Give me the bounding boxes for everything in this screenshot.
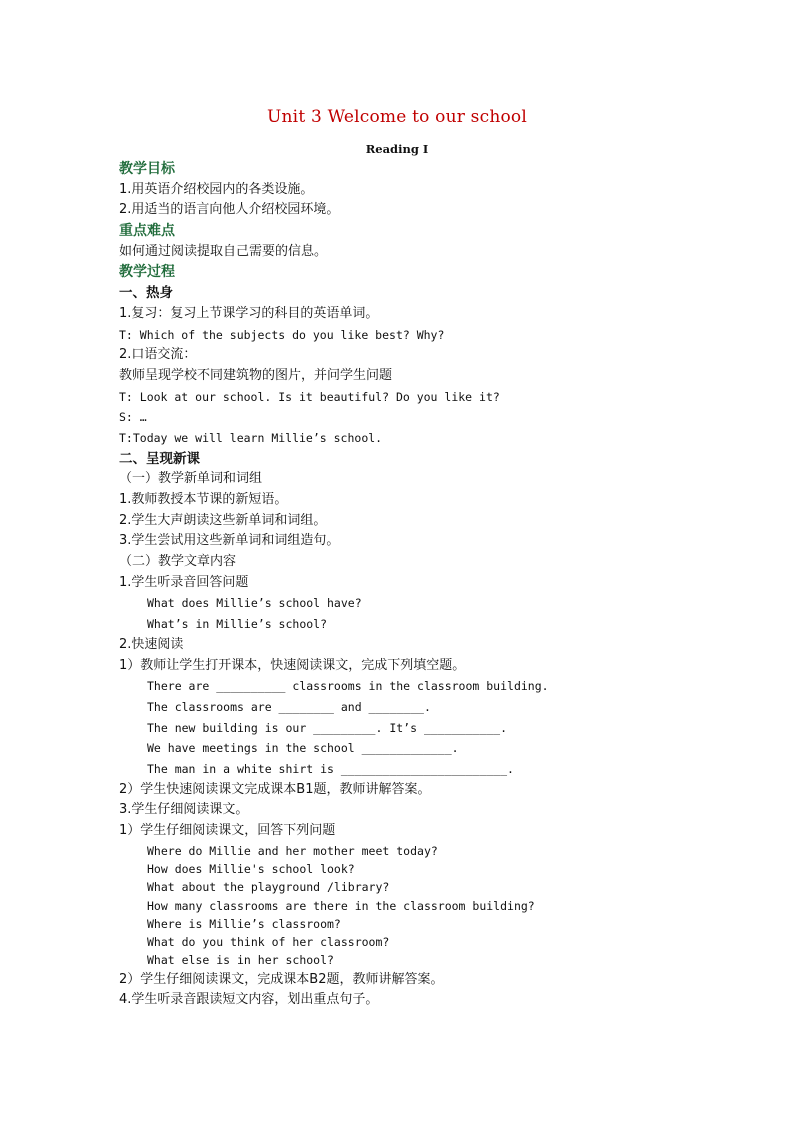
text-line: 2）学生仔细阅读课文，完成课本B2题，教师讲解答案。 <box>119 971 444 987</box>
dialogue-line: T: Look at our school. Is it beautiful? Do you like it? <box>119 389 500 404</box>
question-line: How many classrooms are there in the classroom building? <box>147 898 535 913</box>
text-line: 3.学生仔细阅读课文。 <box>119 802 249 818</box>
dialogue-line: T:Today we will learn Millie’s school. <box>119 430 383 445</box>
exercise-line: There are __________ classrooms in the classroom building. <box>147 679 549 694</box>
question-line: What about the playground /library? <box>147 880 390 895</box>
text-line: 如何通过阅读提取自己需要的信息。 <box>119 243 328 259</box>
section-heading: 教学过程 <box>119 264 175 281</box>
exercise-line: The classrooms are ________ and ________. <box>147 699 431 714</box>
exercise-line: What’s in Millie’s school? <box>147 617 328 632</box>
text-line: 教师呈现学校不同建筑物的图片，并问学生问题 <box>119 367 393 383</box>
section-heading: 教学目标 <box>119 161 175 177</box>
document-body <box>119 159 719 1011</box>
exercise-line: What does Millie’s school have? <box>147 596 362 611</box>
text-line: 4.学生听录音跟读短文内容，划出重点句子。 <box>119 992 379 1008</box>
text-line: 2.用适当的语言向他人介绍校园环境。 <box>119 202 340 218</box>
question-line: What do you think of her classroom? <box>147 935 390 950</box>
text-line: 2）学生快速阅读课文完成课本B1题，教师讲解答案。 <box>119 781 431 797</box>
text-line: 2.口语交流： <box>119 347 197 363</box>
text-line: 1.复习：复习上节课学习的科目的英语单词。 <box>119 305 379 321</box>
exercise-line: The man in a white shirt is ________________________. <box>147 761 514 776</box>
dialogue-line: T: Which of the subjects do you like best? Why? <box>119 327 445 342</box>
dialogue-line: S: … <box>119 410 147 425</box>
text-line: 1.教师教授本节课的新短语。 <box>119 492 288 507</box>
text-line: 3.学生尝试用这些新单词和词组造句。 <box>119 533 340 549</box>
text-line: 2.快速阅读 <box>119 636 184 652</box>
section-heading: 重点难点 <box>119 223 175 240</box>
text-line: （二）教学文章内容 <box>119 554 237 570</box>
question-line: Where do Millie and her mother meet today? <box>147 843 438 858</box>
subsection-heading: 二、呈现新课 <box>119 450 200 467</box>
document-subtitle: Reading Ⅰ <box>365 142 429 156</box>
text-line: 1）教师让学生打开课本，快速阅读课文，完成下列填空题。 <box>119 657 466 673</box>
document-title: Unit 3 Welcome to our school <box>267 107 527 127</box>
exercise-line: We have meetings in the school _____________. <box>147 741 459 756</box>
question-line: How does Millie's school look? <box>147 861 355 876</box>
question-line: What else is in her school? <box>147 953 334 968</box>
exercise-line: The new building is our _________. It’s ___________. <box>147 720 508 735</box>
text-line: （一）教学新单词和词组 <box>119 471 263 487</box>
subsection-heading: 一、热身 <box>119 285 173 302</box>
question-line: Where is Millie’s classroom? <box>147 916 341 931</box>
text-line: 1）学生仔细阅读课文，回答下列问题 <box>119 823 336 838</box>
text-line: 1.用英语介绍校园内的各类设施。 <box>119 181 314 197</box>
text-line: 1.学生听录音回答问题 <box>119 574 249 590</box>
text-line: 2.学生大声朗读这些新单词和词组。 <box>119 512 327 528</box>
